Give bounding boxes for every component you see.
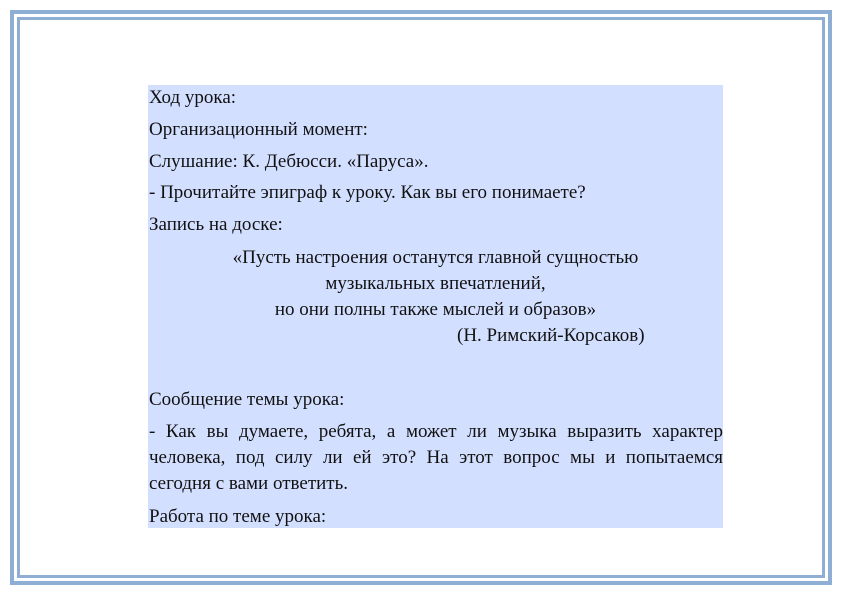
board-note-heading: Запись на доске:	[149, 214, 283, 235]
topic-question-paragraph: - Как вы думаете, ребята, а может ли музыка выразить характер человека, под силу ли ей это? На этот вопрос мы и попытаемся сегодня с вами ответить.	[149, 421, 723, 494]
quote-author: (Н. Римский-Корсаков)	[457, 325, 645, 346]
quote-line-2: музыкальных впечатлений,	[325, 273, 546, 294]
quote-line-1: «Пусть настроения останутся главной сущностью	[232, 247, 639, 268]
quote-line-3: но они полны также мыслей и образов»	[274, 299, 597, 320]
topic-message-heading: Сообщение темы урока:	[149, 389, 345, 410]
listening-line: Слушание: К. Дебюсси. «Паруса».	[149, 151, 429, 172]
course-heading: Ход урока:	[149, 87, 237, 108]
lesson-text-box	[148, 85, 723, 528]
work-on-topic-heading: Работа по теме урока:	[149, 506, 327, 527]
epigraph-question: - Прочитайте эпиграф к уроку. Как вы его понимаете?	[149, 182, 586, 203]
org-moment-heading: Организационный момент:	[149, 119, 368, 140]
